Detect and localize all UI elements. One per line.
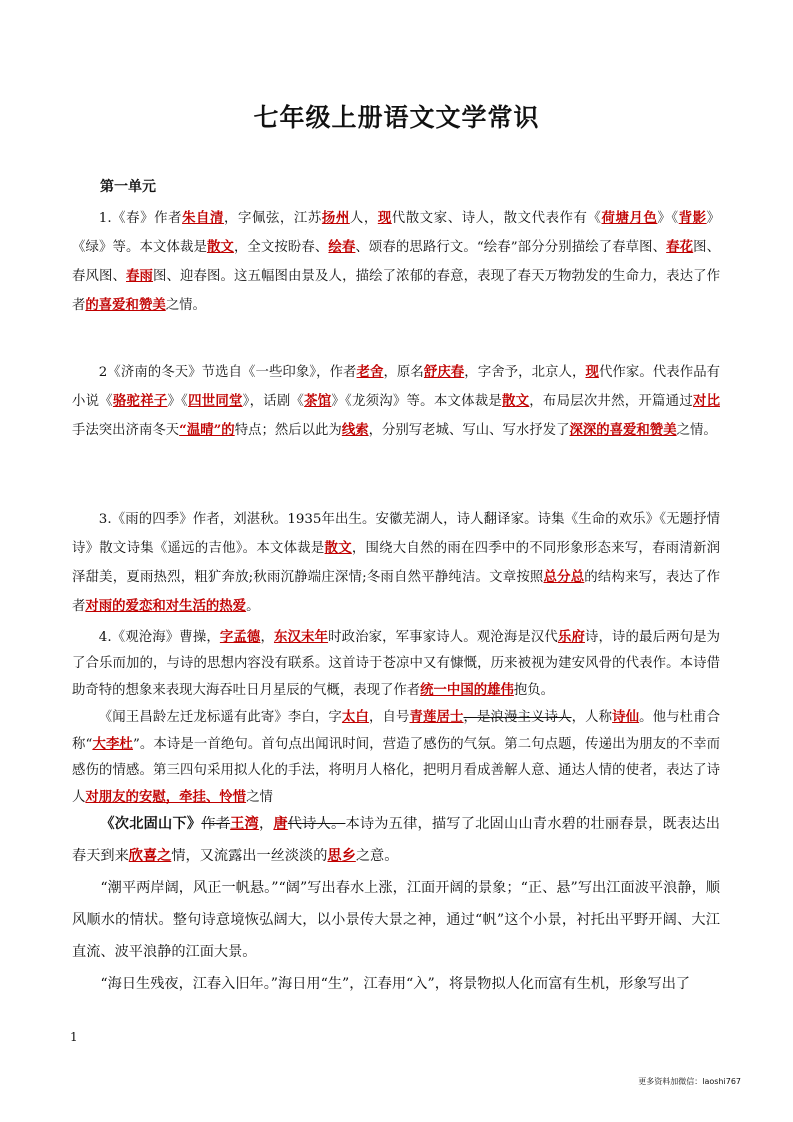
paragraph-jinan-winter <box>72 358 720 445</box>
highlight: 舒庆春 <box>423 364 465 380</box>
page-number: 1 <box>70 1030 78 1044</box>
text: ，自号 <box>368 710 410 725</box>
paragraph-beigushan <box>72 808 720 1000</box>
highlight: 欣喜之 <box>128 848 172 864</box>
text: 之情。 <box>165 298 206 313</box>
text: 本诗为五律，描写了北固山山青水碧的壮丽春景，既表达出春天到来 <box>72 816 720 864</box>
paragraph-hairi: “海日生残夜，江春入旧年。”海日用“生”，江春用“入”，将景物拟人化而富有生机，形象写出了 <box>100 976 691 992</box>
text: ，人称 <box>571 710 613 725</box>
highlight: 骆驼祥子 <box>112 393 168 409</box>
highlight: 对比 <box>692 393 720 409</box>
highlight: 诗仙 <box>612 709 640 725</box>
highlight: 字孟德 <box>219 629 261 645</box>
struck-text: 代诗人。 <box>287 816 346 832</box>
highlight: 大李杜 <box>92 736 133 752</box>
text: 时政治家，军事家诗人。观沧海是汉代 <box>328 630 558 645</box>
paragraph-chaoping: “潮平两岸阔，风正一帆悬。”“阔”写出春水上涨，江面开阔的景象；“正、悬”写出江面波平浪静，顺风顺水的情状。整句诗意境恢弘阔大，以小景传大景之神，通过“帆”这个小景，衬托出平野开阔、大江直流、波平浪静的江面大景。 <box>72 880 720 960</box>
struck-text: ，是浪漫主义诗人 <box>463 710 572 725</box>
text: 、颂春的思路行文。“绘春”部分分别描绘了春草图、 <box>355 240 667 255</box>
highlight: 王湾 <box>230 816 259 832</box>
highlight: 东汉末年 <box>273 629 329 645</box>
highlight: 线索 <box>341 422 369 438</box>
highlight: 散文 <box>324 540 352 556</box>
highlight: 思乡 <box>327 848 356 864</box>
text: 抱负。 <box>513 683 555 698</box>
highlight: 唐 <box>273 816 288 832</box>
text: 》《龙须沟》等。本文体裁是 <box>331 394 503 409</box>
text: 特点；然后以此为 <box>234 423 342 438</box>
highlight: 统一中国的雄伟 <box>420 682 514 698</box>
text: 》《绿》等。本文体裁是 <box>72 211 721 255</box>
highlight: 荷塘月色 <box>601 210 658 226</box>
highlight: 深深的喜爱和赞美 <box>569 422 677 438</box>
text: 。他与杜甫合称“ <box>72 710 721 752</box>
highlight: 太白 <box>341 709 369 725</box>
text: 之情。 <box>676 423 717 438</box>
text: ，全文按盼春、 <box>233 240 329 255</box>
text: 之意。 <box>355 848 399 864</box>
highlight: 对雨的爱恋和对生活的热爱 <box>85 598 247 614</box>
highlight: 扬州 <box>321 210 350 226</box>
highlight: 春雨 <box>126 268 154 284</box>
text: 《闻王昌龄左迁龙标遥有此寄》李白，字 <box>98 710 342 725</box>
highlight: 背影 <box>678 210 707 226</box>
text: 》，话剧《 <box>242 394 305 409</box>
text: ”。本诗是一首绝句。首句点出闻讯时间，营造了感伤的气氛。第二句点题，传递出为朋友的不幸而感伤的情感。第三四句采用拟人化的手法，将明月人格化，把明月看成善解人意、通达人情的使者，表达了诗人 <box>72 737 720 805</box>
text: 情，又流露出一丝淡淡的 <box>171 848 328 864</box>
text: ， <box>258 816 274 832</box>
footer-note: 更多资料加微信：laoshi767 <box>638 1077 741 1086</box>
highlight: 四世同堂 <box>188 393 243 409</box>
text: 1.《春》作者 <box>98 211 183 226</box>
text: ，原名 <box>383 365 424 380</box>
text: ，分别写老城、写山、写水抒发了 <box>368 423 570 438</box>
paragraph-rain-seasons <box>72 506 720 621</box>
highlight: 现 <box>585 364 599 380</box>
text: 代散文家、诗人，散文代表作有《 <box>391 211 602 226</box>
highlight: 朱自清 <box>182 210 225 226</box>
text: 图、春风图、 <box>72 240 721 284</box>
section-heading: 第一单元 <box>100 179 156 195</box>
page-title: 七年级上册语文文学常识 <box>253 103 540 132</box>
paragraph-spring <box>72 204 720 320</box>
text: 人， <box>349 211 378 226</box>
highlight: 现 <box>377 210 392 226</box>
text: 2《济南的冬天》节选自《一些印象》，作者 <box>98 365 357 380</box>
highlight: 散文 <box>206 239 234 255</box>
highlight: 乐府 <box>557 629 585 645</box>
text: ， <box>260 630 274 645</box>
text: 手法突出济南冬天 <box>72 423 180 438</box>
highlight: 春花 <box>666 239 694 255</box>
highlight: 总分总 <box>543 569 585 585</box>
text: ，布局层次井然，开篇通过 <box>529 394 693 409</box>
text: 代作家。代表作品有小说《 <box>72 365 721 409</box>
text: 图、迎春图。这五幅图由景及人，描绘了浓郁的春意，表现了春天万物勃发的生命力，表达了作者 <box>72 269 721 313</box>
text: 3.《雨的四季》作者，刘湛秋。1935年出生。安徽芜湖人，诗人翻译家。诗集《生命的欢乐》《无题抒情诗》散文诗集《遥远的吉他》。本文体裁是 <box>72 512 720 556</box>
text: ，字佩弦，江苏 <box>224 211 322 226</box>
highlight: 老舍 <box>356 364 384 380</box>
struck-text: 作者 <box>201 816 231 832</box>
highlight: 对朋友的安慰，牵挂、怜惜 <box>85 789 247 805</box>
text: 4.《观沧海》曹操， <box>98 630 220 645</box>
highlight: 青莲居士 <box>409 709 464 725</box>
highlight: 茶馆 <box>304 393 332 409</box>
text: 诗，诗的最后两句是为了合乐而加的，与诗的思想内容没有联系。这首诗于苍凉中又有慷慨，历来被视为建安风骨的代表作。本诗借助奇特的想象来表现大海吞吐日月星辰的气概，表现了作者 <box>72 630 721 698</box>
poem-title: 《次北固山下》 <box>100 816 202 832</box>
text: 之情 <box>246 790 273 805</box>
text: 的结构来写，表达了作者 <box>72 570 721 614</box>
text: 》《 <box>167 394 189 409</box>
highlight: 散文 <box>502 393 530 409</box>
text: ，字舍予，北京人， <box>464 365 586 380</box>
paragraph-guan-canghai <box>72 624 720 811</box>
text: 。 <box>246 599 260 614</box>
highlight: 的喜爱和赞美 <box>85 297 166 313</box>
highlight: 绘春 <box>328 239 356 255</box>
highlight: “温晴”的 <box>179 422 235 438</box>
text: 》《 <box>657 211 679 226</box>
text: ，围绕大自然的雨在四季中的不同形象形态来写，春雨清新润泽甜美，夏雨热烈，粗犷奔放;秋雨沉静端庄深情;冬雨自然平静纯洁。文章按照 <box>72 541 720 585</box>
